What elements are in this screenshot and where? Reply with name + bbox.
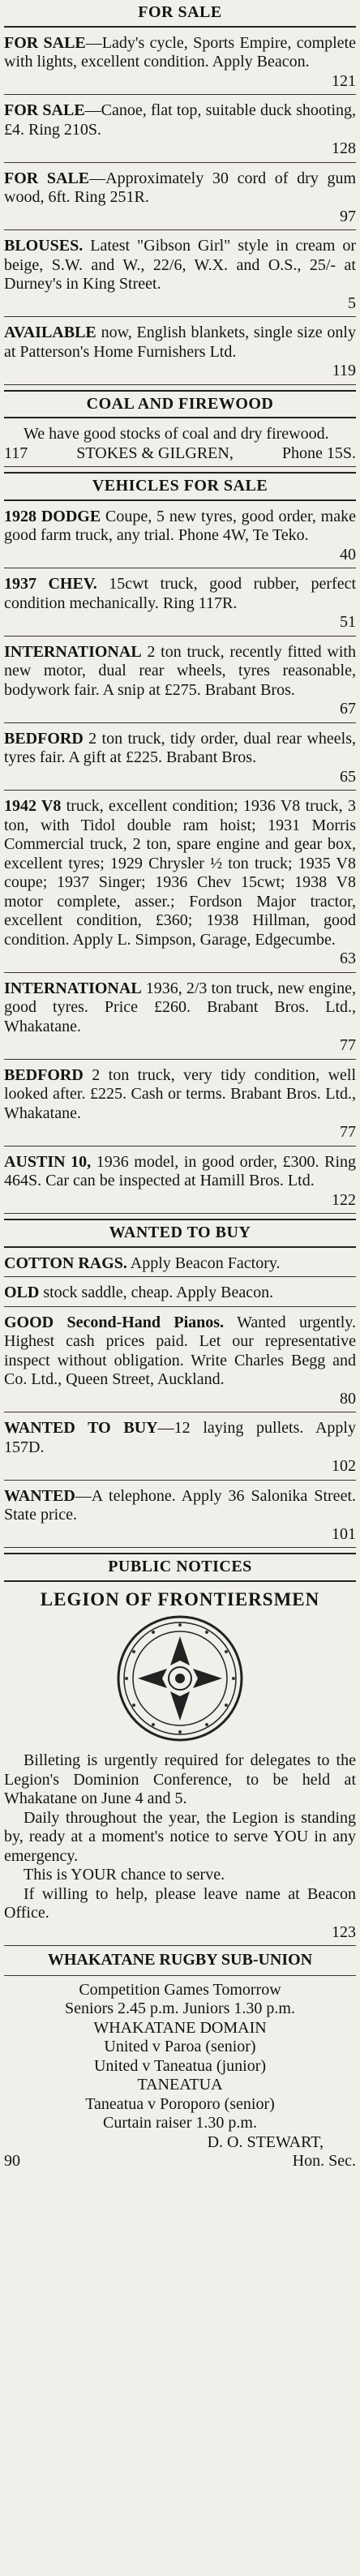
coal-ad-firm: STOKES & GILGREN,: [76, 444, 234, 462]
classified-ad-lead: FOR SALE: [4, 33, 86, 52]
rugby-title-rule: [4, 1975, 356, 1976]
ad-number: 121: [332, 71, 356, 90]
classified-ad-body: truck, excellent condition; 1936 V8 truck, 3 ton, with Tidol double ram hoist; 1931 Morris Commercial truck, 2 ton, spare engine and gear box, excellent tyres; 1929 Chrysler ½ ton truck; 1935 V8 coupe; 1937 Singer; 1936 Chev 15cwt; 1938 V8 motor complete, asser.; Fordson Major tractor, excellent condition, £360; 1938 Hillman, good condition. Apply L. Simpson, Garage, Edgecumbe.: [4, 797, 356, 949]
classified-ad: [4, 641, 356, 723]
classified-ad: [4, 728, 356, 791]
classified-ad: [4, 235, 356, 317]
rugby-line-competition: Competition Games Tomorrow: [79, 1980, 281, 1999]
classified-ad-body: Latest "Gibson Girl" style in cream or beige, S.W. and W., 22/6, W.X. and O.S., 25/- at Durney's in King Street.: [4, 237, 356, 293]
rugby-game-1: United v Paroa (senior): [104, 2038, 256, 2055]
classified-ad-text: [4, 34, 356, 72]
classified-ad: [4, 1253, 356, 1278]
ad-number: 77: [340, 1123, 356, 1141]
coal-ad-phone: Phone 15S.: [281, 444, 356, 462]
classified-ad-text: [4, 1314, 356, 1390]
classified-ad-body: Apply Beacon Factory.: [126, 1254, 281, 1272]
ad-number: 101: [332, 1524, 356, 1543]
classified-ad: [4, 506, 356, 569]
classified-ad-text: [4, 101, 356, 139]
classified-ad: [4, 1151, 356, 1215]
legion-paragraph-standing-by: Daily throughout the year, the Legion is standing by, ready at a moment's notice to serve YOU in any emergency.: [4, 1808, 356, 1865]
rugby-curtain-raiser: Curtain raiser 1.30 p.m.: [103, 2114, 257, 2132]
section-heading-coal: COAL AND FIREWOOD: [4, 390, 356, 419]
classified-ad-lead: WANTED: [4, 1486, 75, 1505]
classified-ad-lead: FOR SALE: [4, 169, 90, 187]
rugby-role: Hon. Sec.: [292, 2152, 356, 2170]
classified-ad: [4, 573, 356, 636]
classified-ad-lead: BEDFORD: [4, 1065, 84, 1084]
section-heading-for-sale: FOR SALE: [4, 0, 356, 28]
ad-number: 65: [340, 767, 356, 786]
classified-ad-text: [4, 1487, 356, 1525]
classified-ad-text: [4, 1153, 356, 1191]
legion-emblem: [4, 1614, 356, 1743]
classified-ad-body: now, English blankets, single size only at Patterson's Home Furnishers Ltd.: [4, 324, 356, 361]
classified-ad-lead: 1942 V8: [4, 797, 62, 815]
ad-number: 5: [348, 294, 356, 312]
classified-ad-body: Wanted urgently. Highest cash prices paid. Let our representative inspect without obligation. Write Charles Begg and Co. Ltd., Queen Street, Auckland.: [4, 1313, 356, 1388]
ad-number: 123: [332, 1922, 356, 1941]
rugby-signature-line: [4, 2152, 356, 2171]
classified-ad-body: —Approximately 30 cord of dry gum wood, 6ft. Ring 251R.: [4, 169, 356, 206]
section-heading-wanted: WANTED TO BUY: [4, 1219, 356, 1248]
classified-ad-lead: GOOD Second-Hand Pianos.: [4, 1313, 225, 1331]
classified-ad-text: [4, 508, 356, 546]
ad-number: 63: [340, 949, 356, 967]
ad-number: 51: [340, 613, 356, 631]
classified-ad-text: [4, 979, 356, 1037]
classified-ad-lead: 1928 DODGE: [4, 507, 101, 525]
legion-paragraph-help: If willing to help, please leave name at Beacon Office.: [4, 1884, 356, 1922]
classified-ad-text: [4, 169, 356, 208]
rugby-notice: [4, 1951, 356, 2171]
classified-ad-lead: INTERNATIONAL: [4, 979, 142, 997]
classified-ad: [4, 1417, 356, 1481]
classified-ad-lead: INTERNATIONAL: [4, 642, 142, 661]
classified-ad-body: Coupe, 5 new tyres, good order, make good farm truck, any trial. Phone 4W, Te Teko.: [4, 507, 356, 544]
legion-last-line: [4, 1885, 356, 1923]
classified-ad-body: —Canoe, flat top, suitable duck shooting, £4. Ring 210S.: [4, 101, 356, 139]
legion-emblem-icon: [115, 1614, 245, 1743]
ad-number: 119: [332, 362, 356, 379]
classified-ad-lead: WANTED TO BUY: [4, 1419, 158, 1437]
ad-number: 97: [340, 207, 356, 225]
classified-ad-lead: AUSTIN 10,: [4, 1152, 92, 1171]
ad-number: 122: [332, 1190, 356, 1209]
classified-ad-text: [4, 237, 356, 294]
section-heading-vehicles: VEHICLES FOR SALE: [4, 472, 356, 501]
classified-ad-body: —A telephone. Apply 36 Salonika Street. State price.: [4, 1486, 356, 1524]
legion-paragraph-chance: This is YOUR chance to serve.: [24, 1866, 225, 1884]
ad-number: 117: [4, 444, 28, 462]
ad-number: 128: [332, 139, 356, 157]
classified-ad-body: 1936 model, in good order, £300. Ring 464S. Car can be inspected at Hamill Bros. Ltd.: [4, 1152, 357, 1189]
classified-ad-lead: AVAILABLE: [4, 324, 96, 341]
rugby-title: WHAKATANE RUGBY SUB-UNION: [47, 1951, 313, 1969]
ad-number: 90: [4, 2152, 20, 2170]
classified-ad-text: [4, 1419, 356, 1457]
classified-ad-text: [4, 1284, 356, 1303]
section-heading-public-notices: PUBLIC NOTICES: [4, 1553, 356, 1582]
coal-ad-signature: [4, 444, 356, 464]
ad-number: 80: [340, 1389, 356, 1408]
classified-ad: [4, 1312, 356, 1413]
ad-number: 67: [340, 700, 356, 718]
classified-ad-lead: BLOUSES.: [4, 237, 84, 255]
classified-ad-body: —Lady's cycle, Sports Empire, complete with lights, excellent condition. Apply Beacon.: [4, 33, 356, 71]
classified-ad-body: 2 ton truck, very tidy condition, well looked after. £225. Cash or terms. Brabant Bros. Ltd., Whakatane.: [4, 1065, 356, 1122]
classified-ad: [4, 1065, 356, 1147]
coal-ad: [4, 423, 356, 467]
classified-ad-text: [4, 1066, 356, 1124]
rugby-venue-domain: WHAKATANE DOMAIN: [93, 2018, 267, 2037]
rugby-line-times: Seniors 2.45 p.m. Juniors 1.30 p.m.: [65, 2000, 295, 2017]
classified-ad: [4, 978, 356, 1060]
ad-number: 77: [340, 1036, 356, 1054]
classified-ad-lead: COTTON RAGS.: [4, 1254, 127, 1272]
classified-ad-body: stock saddle, cheap. Apply Beacon.: [39, 1284, 274, 1301]
classified-ad-text: [4, 324, 356, 362]
classified-ad-body: 2 ton truck, tidy order, dual rear wheels, tyres fair. A gift at £225. Brabant Bros.: [4, 729, 356, 766]
classified-ad: [4, 100, 356, 163]
classified-ad-text: [4, 643, 356, 701]
legion-title: LEGION OF FRONTIERSMEN: [40, 1588, 320, 1609]
classified-ad-body: 15cwt truck, good rubber, perfect condition mechanically. Ring 117R.: [4, 575, 356, 612]
legion-paragraph-billeting: Billeting is urgently required for delegates to the Legion's Dominion Conference, to be held at Whakatane on June 4 and 5.: [4, 1751, 356, 1807]
coal-ad-body: We have good stocks of coal and dry firewood.: [24, 425, 329, 443]
ad-number: 102: [332, 1457, 356, 1475]
classified-ad: [4, 1282, 356, 1307]
for-sale-list: [4, 32, 356, 385]
classified-ad: [4, 795, 356, 973]
vehicle-list: [4, 506, 356, 1215]
rugby-game-2: United v Taneatua (junior): [93, 2056, 267, 2075]
rugby-game-3: Taneatua v Poroporo (senior): [85, 2094, 275, 2113]
classified-ad: [4, 32, 356, 96]
classified-ad: [4, 168, 356, 231]
classified-ad-text: [4, 797, 356, 949]
classified-ad-lead: FOR SALE: [4, 101, 85, 119]
rugby-signer: D. O. STEWART,: [207, 2132, 324, 2151]
classified-ad-body: 1936, 2/3 ton truck, new engine, good tyres. Price £260. Brabant Bros. Ltd., Whakatane.: [4, 979, 356, 1035]
legion-notice: [4, 1587, 356, 1947]
classified-ad-lead: OLD: [4, 1284, 40, 1301]
classified-ad-text: [4, 1254, 356, 1274]
ad-number: 40: [340, 545, 356, 564]
classified-ad: [4, 1485, 356, 1549]
classified-ad-lead: 1937 CHEV.: [4, 575, 97, 593]
classified-ad-body: —12 laying pullets. Apply 157D.: [4, 1419, 356, 1456]
rugby-venue-taneatua: TANEATUA: [137, 2076, 223, 2094]
classified-ad-body: 2 ton truck, recently fitted with new motor, dual rear wheels, tyres reasonable, bodywork fair. A snip at £275. Brabant Bros.: [4, 642, 356, 699]
classified-ad-text: [4, 730, 356, 768]
classified-ad: [4, 322, 356, 385]
classified-ad-text: [4, 575, 356, 613]
classified-ad-lead: BEDFORD: [4, 729, 84, 748]
wanted-list: [4, 1253, 356, 1549]
